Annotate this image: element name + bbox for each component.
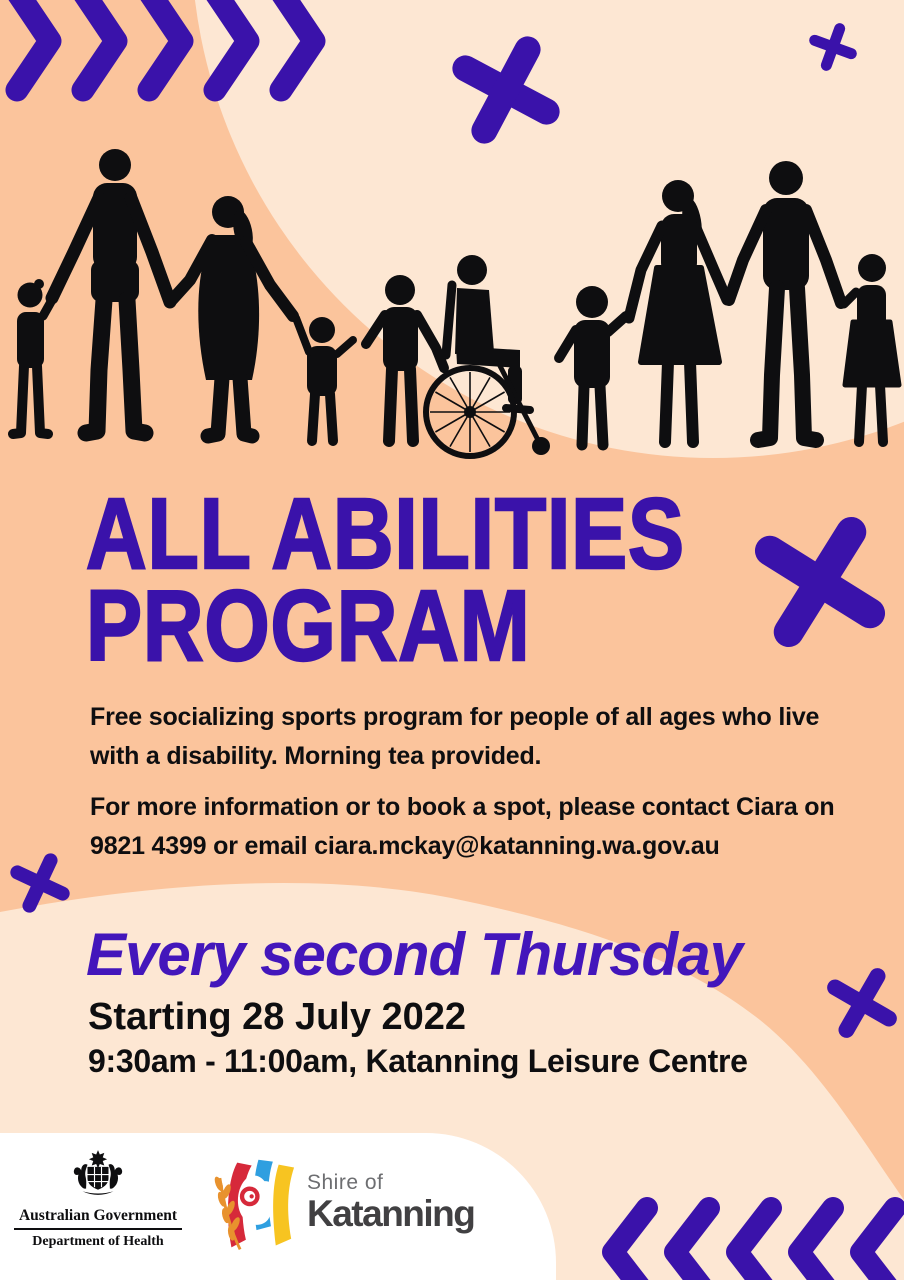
contact-paragraph [90, 788, 834, 866]
schedule-frequency: Every second Thursday [86, 921, 742, 988]
page-title [86, 478, 685, 682]
intro-line-2: with a disability. Morning tea provided. [90, 742, 542, 770]
gov-logo-title: Australian Government [18, 1207, 177, 1224]
footer-logo-card [0, 1133, 556, 1280]
schedule-start-date: Starting 28 July 2022 [88, 996, 467, 1038]
schedule-time-location: 9:30am - 11:00am, Katanning Leisure Centre [88, 1043, 748, 1079]
intro-line-1: Free socializing sports program for people of all ages who live [90, 703, 820, 731]
title-line-1: ALL ABILITIES [86, 478, 685, 590]
shire-logo-name: Katanning [307, 1193, 475, 1234]
title-line-2: PROGRAM [86, 570, 531, 682]
shire-katanning-brushmark-icon [210, 1153, 302, 1259]
australian-government-logo [8, 1147, 188, 1250]
shire-of-katanning-logo [210, 1153, 500, 1263]
shire-logo-prefix: Shire of [307, 1171, 384, 1194]
intro-paragraph [90, 698, 819, 776]
contact-line-2: 9821 4399 or email ciara.mckay@katanning.wa.gov.au [90, 832, 720, 860]
contact-line-1: For more information or to book a spot, please contact Ciara on [90, 793, 835, 821]
gov-logo-subtitle: Department of Health [32, 1233, 164, 1249]
gov-logo-divider [14, 1228, 182, 1230]
ram-head-icon [238, 1175, 275, 1224]
australian-coat-of-arms-icon [56, 1147, 140, 1205]
